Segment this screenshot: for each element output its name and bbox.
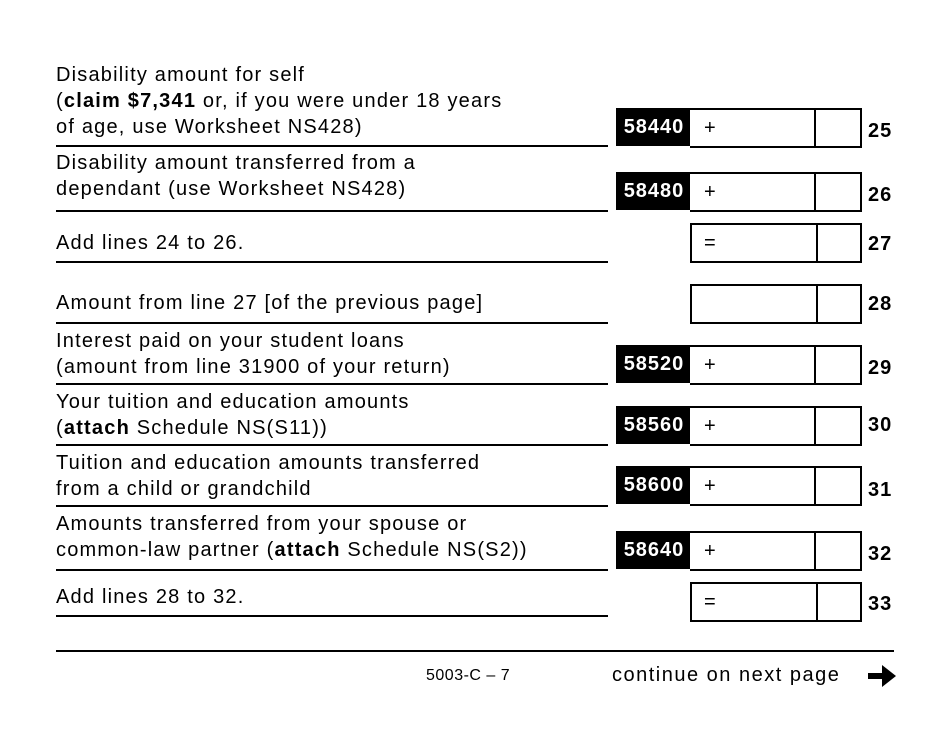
- plus-sign: +: [704, 540, 716, 562]
- equals-sign: =: [704, 591, 716, 613]
- divider: [56, 383, 608, 385]
- line-28-dollars-input[interactable]: [722, 290, 812, 318]
- line-32-dollars-input[interactable]: [720, 537, 810, 565]
- divider: [56, 210, 608, 212]
- line-31-code: 58600: [616, 466, 692, 504]
- plus-sign: +: [704, 181, 716, 203]
- line-number: 27: [868, 233, 893, 255]
- divider: [56, 615, 608, 617]
- line-31-description: Tuition and education amounts transferred from a child or grandchild: [56, 452, 481, 500]
- line-29-cents-input[interactable]: [820, 351, 854, 379]
- line-number: 26: [868, 184, 893, 206]
- plus-sign: +: [704, 475, 716, 497]
- divider: [56, 569, 608, 571]
- line-number: 31: [868, 479, 893, 501]
- plus-sign: +: [704, 117, 716, 139]
- line-number: 29: [868, 357, 893, 379]
- line-number: 30: [868, 414, 893, 436]
- line-31-cents-input[interactable]: [820, 472, 854, 500]
- continue-on-next-page: continue on next page: [612, 664, 841, 686]
- right-arrow-icon: [868, 665, 896, 687]
- line-33-amount-box: [690, 582, 862, 622]
- line-26-cents-input[interactable]: [820, 178, 854, 206]
- divider: [56, 261, 608, 263]
- line-28-amount-box: [690, 284, 862, 324]
- line-31-dollars-input[interactable]: [720, 472, 810, 500]
- line-28-cents-input[interactable]: [822, 290, 856, 318]
- line-26-code: 58480: [616, 172, 692, 210]
- line-32-cents-input[interactable]: [820, 537, 854, 565]
- line-26-amount-box: [690, 172, 862, 212]
- line-29-amount-box: [690, 345, 862, 385]
- form-page-number: 5003-C – 7: [426, 667, 511, 684]
- line-27-cents-input[interactable]: [822, 229, 856, 257]
- line-30-description: Your tuition and education amounts (attach Schedule NS(S11)): [56, 391, 410, 439]
- line-25-amount-box: [690, 108, 862, 148]
- divider: [56, 145, 608, 147]
- plus-sign: +: [704, 354, 716, 376]
- divider: [56, 444, 608, 446]
- line-26-description: Disability amount transferred from a dependant (use Worksheet NS428): [56, 152, 416, 200]
- line-32-description: Amounts transferred from your spouse or common-law partner (attach Schedule NS(S2)): [56, 513, 528, 561]
- line-25-cents-input[interactable]: [820, 114, 854, 142]
- line-number: 33: [868, 593, 893, 615]
- line-27-dollars-input[interactable]: [722, 229, 812, 257]
- line-29-dollars-input[interactable]: [720, 351, 810, 379]
- divider: [56, 505, 608, 507]
- line-31-amount-box: [690, 466, 862, 506]
- line-30-amount-box: [690, 406, 862, 446]
- divider: [56, 322, 608, 324]
- line-25-code: 58440: [616, 108, 692, 146]
- line-33-cents-input[interactable]: [822, 588, 856, 616]
- line-32-code: 58640: [616, 531, 692, 569]
- line-29-description: Interest paid on your student loans (amount from line 31900 of your return): [56, 330, 451, 378]
- line-25-description: Disability amount for self (claim $7,341 or, if you were under 18 years of age, use Worksheet NS428): [56, 64, 503, 138]
- line-32-amount-box: [690, 531, 862, 571]
- line-number: 32: [868, 543, 893, 565]
- equals-sign: =: [704, 232, 716, 254]
- line-33-description: Add lines 28 to 32.: [56, 586, 245, 608]
- plus-sign: +: [704, 415, 716, 437]
- line-28-description: Amount from line 27 [of the previous page]: [56, 292, 484, 314]
- footer-rule: [56, 650, 894, 652]
- line-25-dollars-input[interactable]: [720, 114, 810, 142]
- line-30-dollars-input[interactable]: [720, 412, 810, 440]
- line-30-cents-input[interactable]: [820, 412, 854, 440]
- line-number: 28: [868, 293, 893, 315]
- line-27-description: Add lines 24 to 26.: [56, 232, 245, 254]
- line-33-dollars-input[interactable]: [722, 588, 812, 616]
- line-27-amount-box: [690, 223, 862, 263]
- line-30-code: 58560: [616, 406, 692, 444]
- line-number: 25: [868, 120, 893, 142]
- line-26-dollars-input[interactable]: [720, 178, 810, 206]
- line-29-code: 58520: [616, 345, 692, 383]
